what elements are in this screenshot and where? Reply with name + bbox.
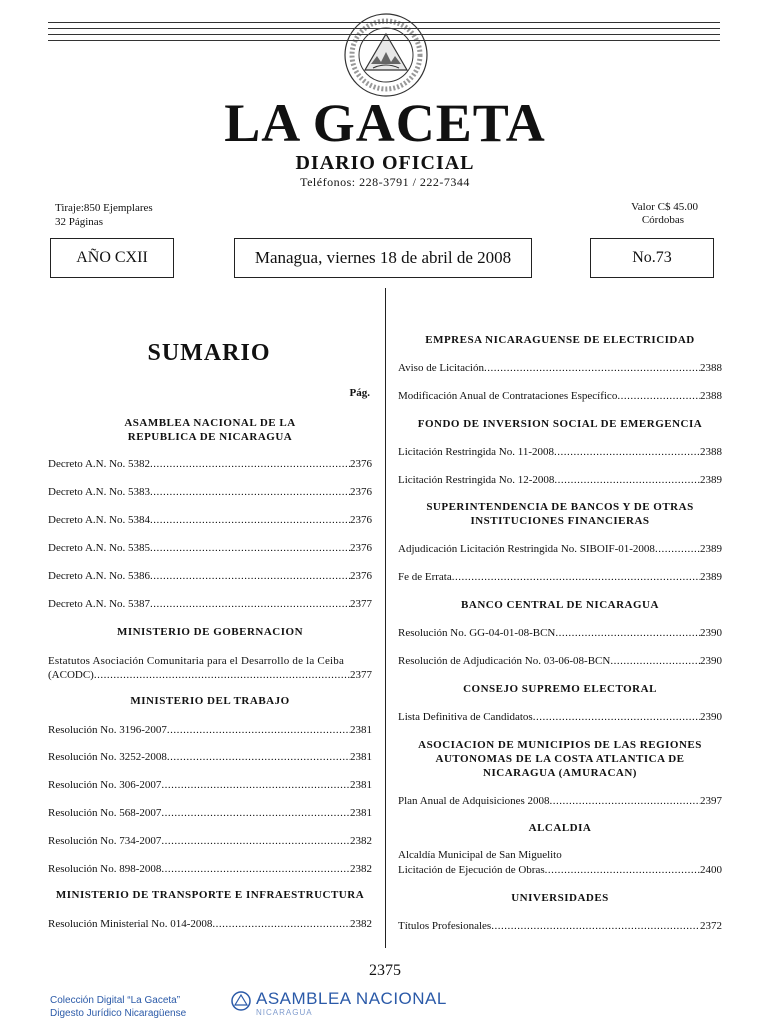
page-column-label: Pág. — [349, 387, 370, 399]
section-siboif: SUPERINTENDENCIA DE BANCOS Y DE OTRAS INSTITUCIONES FINANCIERAS — [426, 501, 694, 527]
toc-entry[interactable]: Resolución No. 3196-2007 ..... 2381 — [48, 723, 372, 737]
toc-entry[interactable]: Resolución No. 568-2007 ..... 2381 — [48, 806, 372, 820]
toc-entry[interactable]: Decreto A.N. No. 5384 ..... 2376 — [48, 513, 372, 527]
masthead-title: LA GACETA — [224, 93, 546, 153]
paginas: 32 Páginas — [55, 216, 103, 228]
footer-collection: Colección Digital “La Gaceta” Digesto Jurídico Nicaragüense — [50, 995, 187, 1019]
section-fise: FONDO DE INVERSION SOCIAL DE EMERGENCIA — [417, 418, 703, 430]
toc-entry[interactable]: Resolución de Adjudicación No. 03-06-08-BCN ..... 2390 — [398, 654, 722, 668]
toc-entry[interactable]: Resolución Ministerial No. 014-2008 ..... 2382 — [48, 917, 372, 931]
national-seal — [343, 12, 429, 98]
toc-entry[interactable]: Aviso de Licitación ..... 2388 — [398, 361, 722, 375]
toc-entry[interactable]: Licitación Restringida No. 11-2008 ..... 2388 — [398, 445, 722, 459]
section-asamblea: ASAMBLEA NACIONAL DE LA REPUBLICA DE NICARAGUA — [124, 417, 296, 443]
asamblea-emblem-icon — [230, 990, 252, 1012]
toc-entry[interactable]: (ACODC) ..... 2377 — [48, 668, 372, 682]
section-cse: CONSEJO SUPREMO ELECTORAL — [463, 683, 657, 695]
toc-entry[interactable]: Fe de Errata ..... 2389 — [398, 570, 722, 584]
section-bcn: BANCO CENTRAL DE NICARAGUA — [461, 599, 659, 611]
sumario-title: SUMARIO — [147, 340, 271, 366]
toc-entry[interactable]: Lista Definitiva de Candidatos ..... 2390 — [398, 710, 722, 724]
date-box: Managua, viernes 18 de abril de 2008 — [234, 238, 532, 278]
section-gobernacion: MINISTERIO DE GOBERNACION — [116, 626, 304, 638]
toc-entry[interactable]: Decreto A.N. No. 5383 ..... 2376 — [48, 485, 372, 499]
issue-number-box: No.73 — [590, 238, 714, 278]
toc-entry[interactable]: Decreto A.N. No. 5387 ..... 2377 — [48, 597, 372, 611]
tiraje: Tiraje:850 Ejemplares — [55, 202, 153, 214]
section-alcaldia: ALCALDIA — [528, 822, 592, 834]
toc-entry[interactable]: Resolución No. 734-2007 ..... 2382 — [48, 834, 372, 848]
masthead-subtitle: DIARIO OFICIAL — [295, 152, 475, 174]
asamblea-logo: ASAMBLEA NACIONAL NICARAGUA — [230, 990, 447, 1018]
price: Valor C$ 45.00 — [631, 201, 698, 213]
toc-entry[interactable]: Licitación Restringida No. 12-2008 ..... 2389 — [398, 473, 722, 487]
toc-entry-line: Alcaldía Municipal de San Miguelito — [398, 849, 562, 861]
toc-entry[interactable]: Resolución No. 898-2008 ..... 2382 — [48, 862, 372, 876]
toc-entry[interactable]: Resolución No. 306-2007 ..... 2381 — [48, 778, 372, 792]
toc-entry-line: Estatutos Asociación Comunitaria para el Desarrollo de la Ceiba — [48, 655, 345, 667]
toc-entry[interactable]: Plan Anual de Adquisiciones 2008 ..... 2397 — [398, 794, 722, 808]
toc-entry[interactable]: Títulos Profesionales ..... 2372 — [398, 919, 722, 933]
toc-entry[interactable]: Decreto A.N. No. 5382 ..... 2376 — [48, 457, 372, 471]
toc-entry[interactable]: Modificación Anual de Contrataciones Específico ..... 2388 — [398, 389, 722, 403]
section-trabajo: MINISTERIO DEL TRABAJO — [130, 695, 290, 707]
column-divider — [385, 288, 386, 948]
toc-entry[interactable]: Licitación de Ejecución de Obras ..... 2400 — [398, 863, 722, 877]
phone-numbers: Teléfonos: 228-3791 / 222-7344 — [300, 175, 470, 189]
section-universidades: UNIVERSIDADES — [511, 892, 609, 904]
section-amuracan: ASOCIACION DE MUNICIPIOS DE LAS REGIONES AUTONOMAS DE LA COSTA ATLANTICA DE NICARAGUA (AMURACAN) — [418, 739, 702, 779]
section-transporte: MINISTERIO DE TRANSPORTE E INFRAESTRUCTURA — [55, 889, 365, 901]
toc-entry[interactable]: Decreto A.N. No. 5385 ..... 2376 — [48, 541, 372, 555]
section-enel: EMPRESA NICARAGUENSE DE ELECTRICIDAD — [425, 334, 695, 346]
currency: Córdobas — [641, 214, 684, 226]
toc-entry[interactable]: Resolución No. 3252-2008 ..... 2381 — [48, 750, 372, 764]
page-number: 2375 — [369, 962, 401, 979]
toc-entry[interactable]: Adjudicación Licitación Restringida No. SIBOIF-01-2008 ..... 2389 — [398, 542, 722, 556]
toc-entry[interactable]: Resolución No. GG-04-01-08-BCN ..... 2390 — [398, 626, 722, 640]
year-box: AÑO CXII — [50, 238, 174, 278]
toc-entry[interactable]: Decreto A.N. No. 5386 ..... 2376 — [48, 569, 372, 583]
